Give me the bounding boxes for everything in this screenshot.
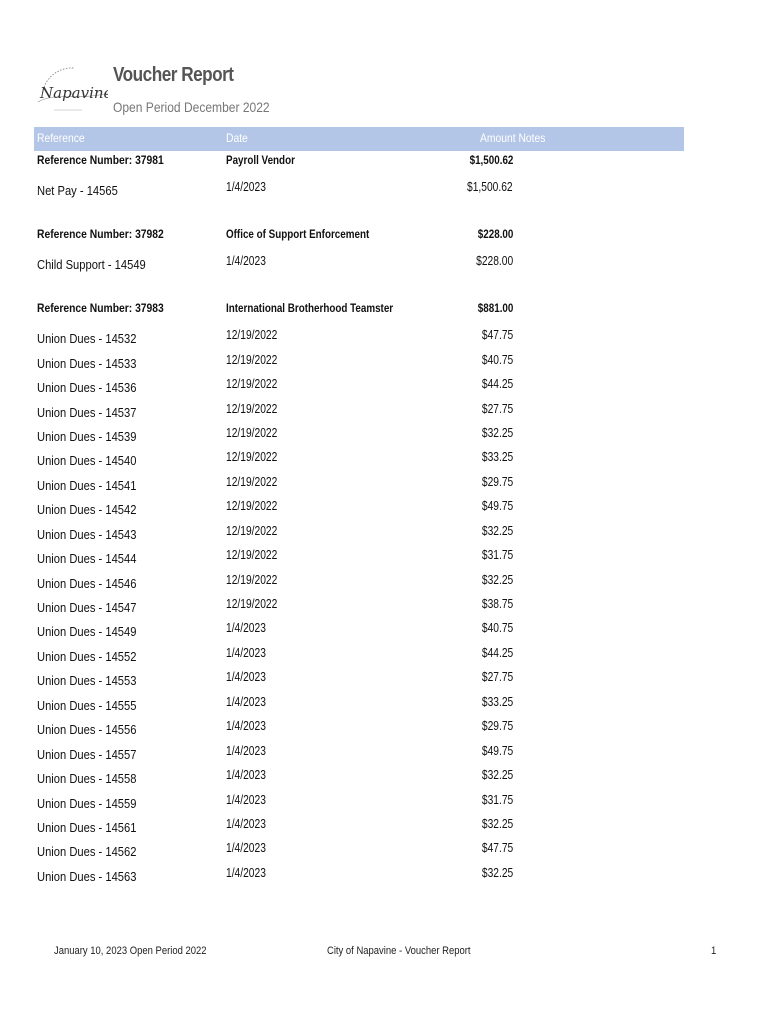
table-row (34, 812, 684, 836)
voucher-table (34, 151, 684, 885)
line-date: 12/19/2022 (226, 425, 278, 440)
table-row (34, 372, 684, 396)
line-date: 12/19/2022 (226, 352, 278, 367)
line-amount: $47.75 (481, 841, 513, 856)
line-description: Union Dues - 14556 (37, 722, 137, 738)
line-amount: $32.25 (481, 425, 513, 440)
column-header-notes: Notes (518, 131, 546, 145)
line-date: 12/19/2022 (226, 572, 278, 587)
line-date: 12/19/2022 (226, 523, 278, 538)
table-row (34, 788, 684, 812)
table-row (34, 519, 684, 543)
line-amount: $31.75 (481, 792, 513, 807)
group-reference: Reference Number: 37982 (37, 226, 164, 241)
page-number: 1 (711, 945, 717, 957)
line-date: 12/19/2022 (226, 377, 278, 392)
group-payee: Office of Support Enforcement (226, 226, 370, 241)
table-row (34, 836, 684, 860)
table-row (34, 665, 684, 689)
table-row (34, 249, 684, 273)
line-date: 1/4/2023 (226, 180, 266, 195)
line-date: 1/4/2023 (226, 865, 266, 880)
group-header-row (34, 299, 684, 323)
svg-text:Napavine: Napavine (40, 84, 108, 102)
report-title: Voucher Report (113, 64, 234, 86)
line-amount: $32.25 (481, 572, 513, 587)
line-description: Union Dues - 14562 (37, 844, 137, 860)
line-description: Union Dues - 14552 (37, 648, 137, 664)
line-amount: $33.25 (481, 694, 513, 709)
line-description: Union Dues - 14563 (37, 868, 137, 884)
footer-title: City of Napavine - Voucher Report (327, 945, 471, 957)
column-header-bar (34, 127, 684, 151)
line-date: 1/4/2023 (226, 816, 266, 831)
line-description: Union Dues - 14555 (37, 697, 137, 713)
line-description: Union Dues - 14540 (37, 453, 137, 469)
table-row (34, 543, 684, 567)
line-date: 12/19/2022 (226, 328, 278, 343)
group-spacer (34, 274, 684, 299)
footer-date: January 10, 2023 Open Period 2022 (54, 945, 207, 957)
line-description: Union Dues - 14561 (37, 819, 137, 835)
line-amount: $29.75 (481, 719, 513, 734)
line-amount: $31.75 (481, 548, 513, 563)
table-row (34, 568, 684, 592)
line-description: Union Dues - 14536 (37, 380, 137, 396)
line-description: Union Dues - 14537 (37, 404, 137, 420)
line-description: Child Support - 14549 (37, 257, 146, 273)
line-description: Union Dues - 14557 (37, 746, 137, 762)
group-reference: Reference Number: 37983 (37, 300, 164, 315)
line-amount: $27.75 (481, 401, 513, 416)
table-row (34, 421, 684, 445)
line-date: 1/4/2023 (226, 254, 266, 269)
column-header-amount-notes (480, 131, 545, 145)
line-amount: $44.25 (481, 645, 513, 660)
table-row (34, 445, 684, 469)
line-amount: $49.75 (481, 499, 513, 514)
line-date: 12/19/2022 (226, 450, 278, 465)
line-amount: $33.25 (481, 450, 513, 465)
line-date: 1/4/2023 (226, 694, 266, 709)
line-date: 1/4/2023 (226, 670, 266, 685)
line-amount: $49.75 (481, 743, 513, 758)
line-date: 1/4/2023 (226, 645, 266, 660)
group-total: $1,500.62 (469, 153, 513, 167)
line-description: Union Dues - 14558 (37, 771, 137, 787)
group-payee: International Brotherhood Teamster (226, 300, 394, 315)
line-description: Union Dues - 14553 (37, 673, 137, 689)
line-description: Union Dues - 14532 (37, 331, 137, 347)
line-amount: $40.75 (481, 352, 513, 367)
line-description: Net Pay - 14565 (37, 183, 118, 199)
line-description: Union Dues - 14533 (37, 355, 137, 371)
line-description: Union Dues - 14546 (37, 575, 137, 591)
group-payee: Payroll Vendor (226, 153, 295, 167)
line-amount: $27.75 (481, 670, 513, 685)
group-total: $228.00 (477, 226, 513, 241)
column-header-reference: Reference (37, 131, 85, 145)
group-total: $881.00 (477, 300, 513, 315)
line-description: Union Dues - 14541 (37, 477, 137, 493)
line-amount: $32.25 (481, 816, 513, 831)
line-description: Union Dues - 14543 (37, 526, 137, 542)
line-date: 12/19/2022 (226, 499, 278, 514)
line-amount: $40.75 (481, 621, 513, 636)
line-date: 1/4/2023 (226, 743, 266, 758)
line-amount: $32.25 (481, 768, 513, 783)
table-row (34, 592, 684, 616)
group-spacer (34, 200, 684, 225)
line-description: Union Dues - 14539 (37, 428, 137, 444)
group-header-row (34, 151, 684, 175)
line-description: Union Dues - 14542 (37, 502, 137, 518)
line-date: 1/4/2023 (226, 841, 266, 856)
line-amount: $29.75 (481, 474, 513, 489)
table-row (34, 323, 684, 347)
table-row (34, 494, 684, 518)
table-row (34, 641, 684, 665)
table-row (34, 175, 684, 199)
line-date: 1/4/2023 (226, 621, 266, 636)
column-header-date: Date (226, 131, 248, 145)
line-date: 12/19/2022 (226, 474, 278, 489)
line-amount: $44.25 (481, 377, 513, 392)
table-row (34, 714, 684, 738)
line-amount: $32.25 (481, 523, 513, 538)
line-amount: $1,500.62 (467, 180, 513, 195)
line-amount: $228.00 (475, 254, 513, 269)
line-amount: $47.75 (481, 328, 513, 343)
table-row (34, 470, 684, 494)
line-amount: $38.75 (481, 597, 513, 611)
table-row (34, 690, 684, 714)
line-date: 12/19/2022 (226, 401, 278, 416)
table-row (34, 616, 684, 640)
table-row (34, 763, 684, 787)
column-header-amount: Amount (480, 131, 516, 145)
group-header-row (34, 225, 684, 249)
group-reference: Reference Number: 37981 (37, 153, 164, 167)
line-date: 12/19/2022 (226, 548, 278, 563)
line-description: Union Dues - 14547 (37, 600, 137, 615)
line-description: Union Dues - 14544 (37, 551, 137, 567)
line-amount: $32.25 (481, 865, 513, 880)
city-logo (34, 62, 108, 118)
line-date: 1/4/2023 (226, 768, 266, 783)
line-date: 1/4/2023 (226, 792, 266, 807)
report-subtitle: Open Period December 2022 (113, 99, 270, 115)
line-description: Union Dues - 14549 (37, 624, 137, 640)
table-row (34, 739, 684, 763)
table-row (34, 861, 684, 885)
line-description: Union Dues - 14559 (37, 795, 137, 811)
table-row (34, 348, 684, 372)
line-date: 1/4/2023 (226, 719, 266, 734)
table-row (34, 397, 684, 421)
city-seal-icon (34, 62, 108, 118)
line-date: 12/19/2022 (226, 597, 278, 611)
